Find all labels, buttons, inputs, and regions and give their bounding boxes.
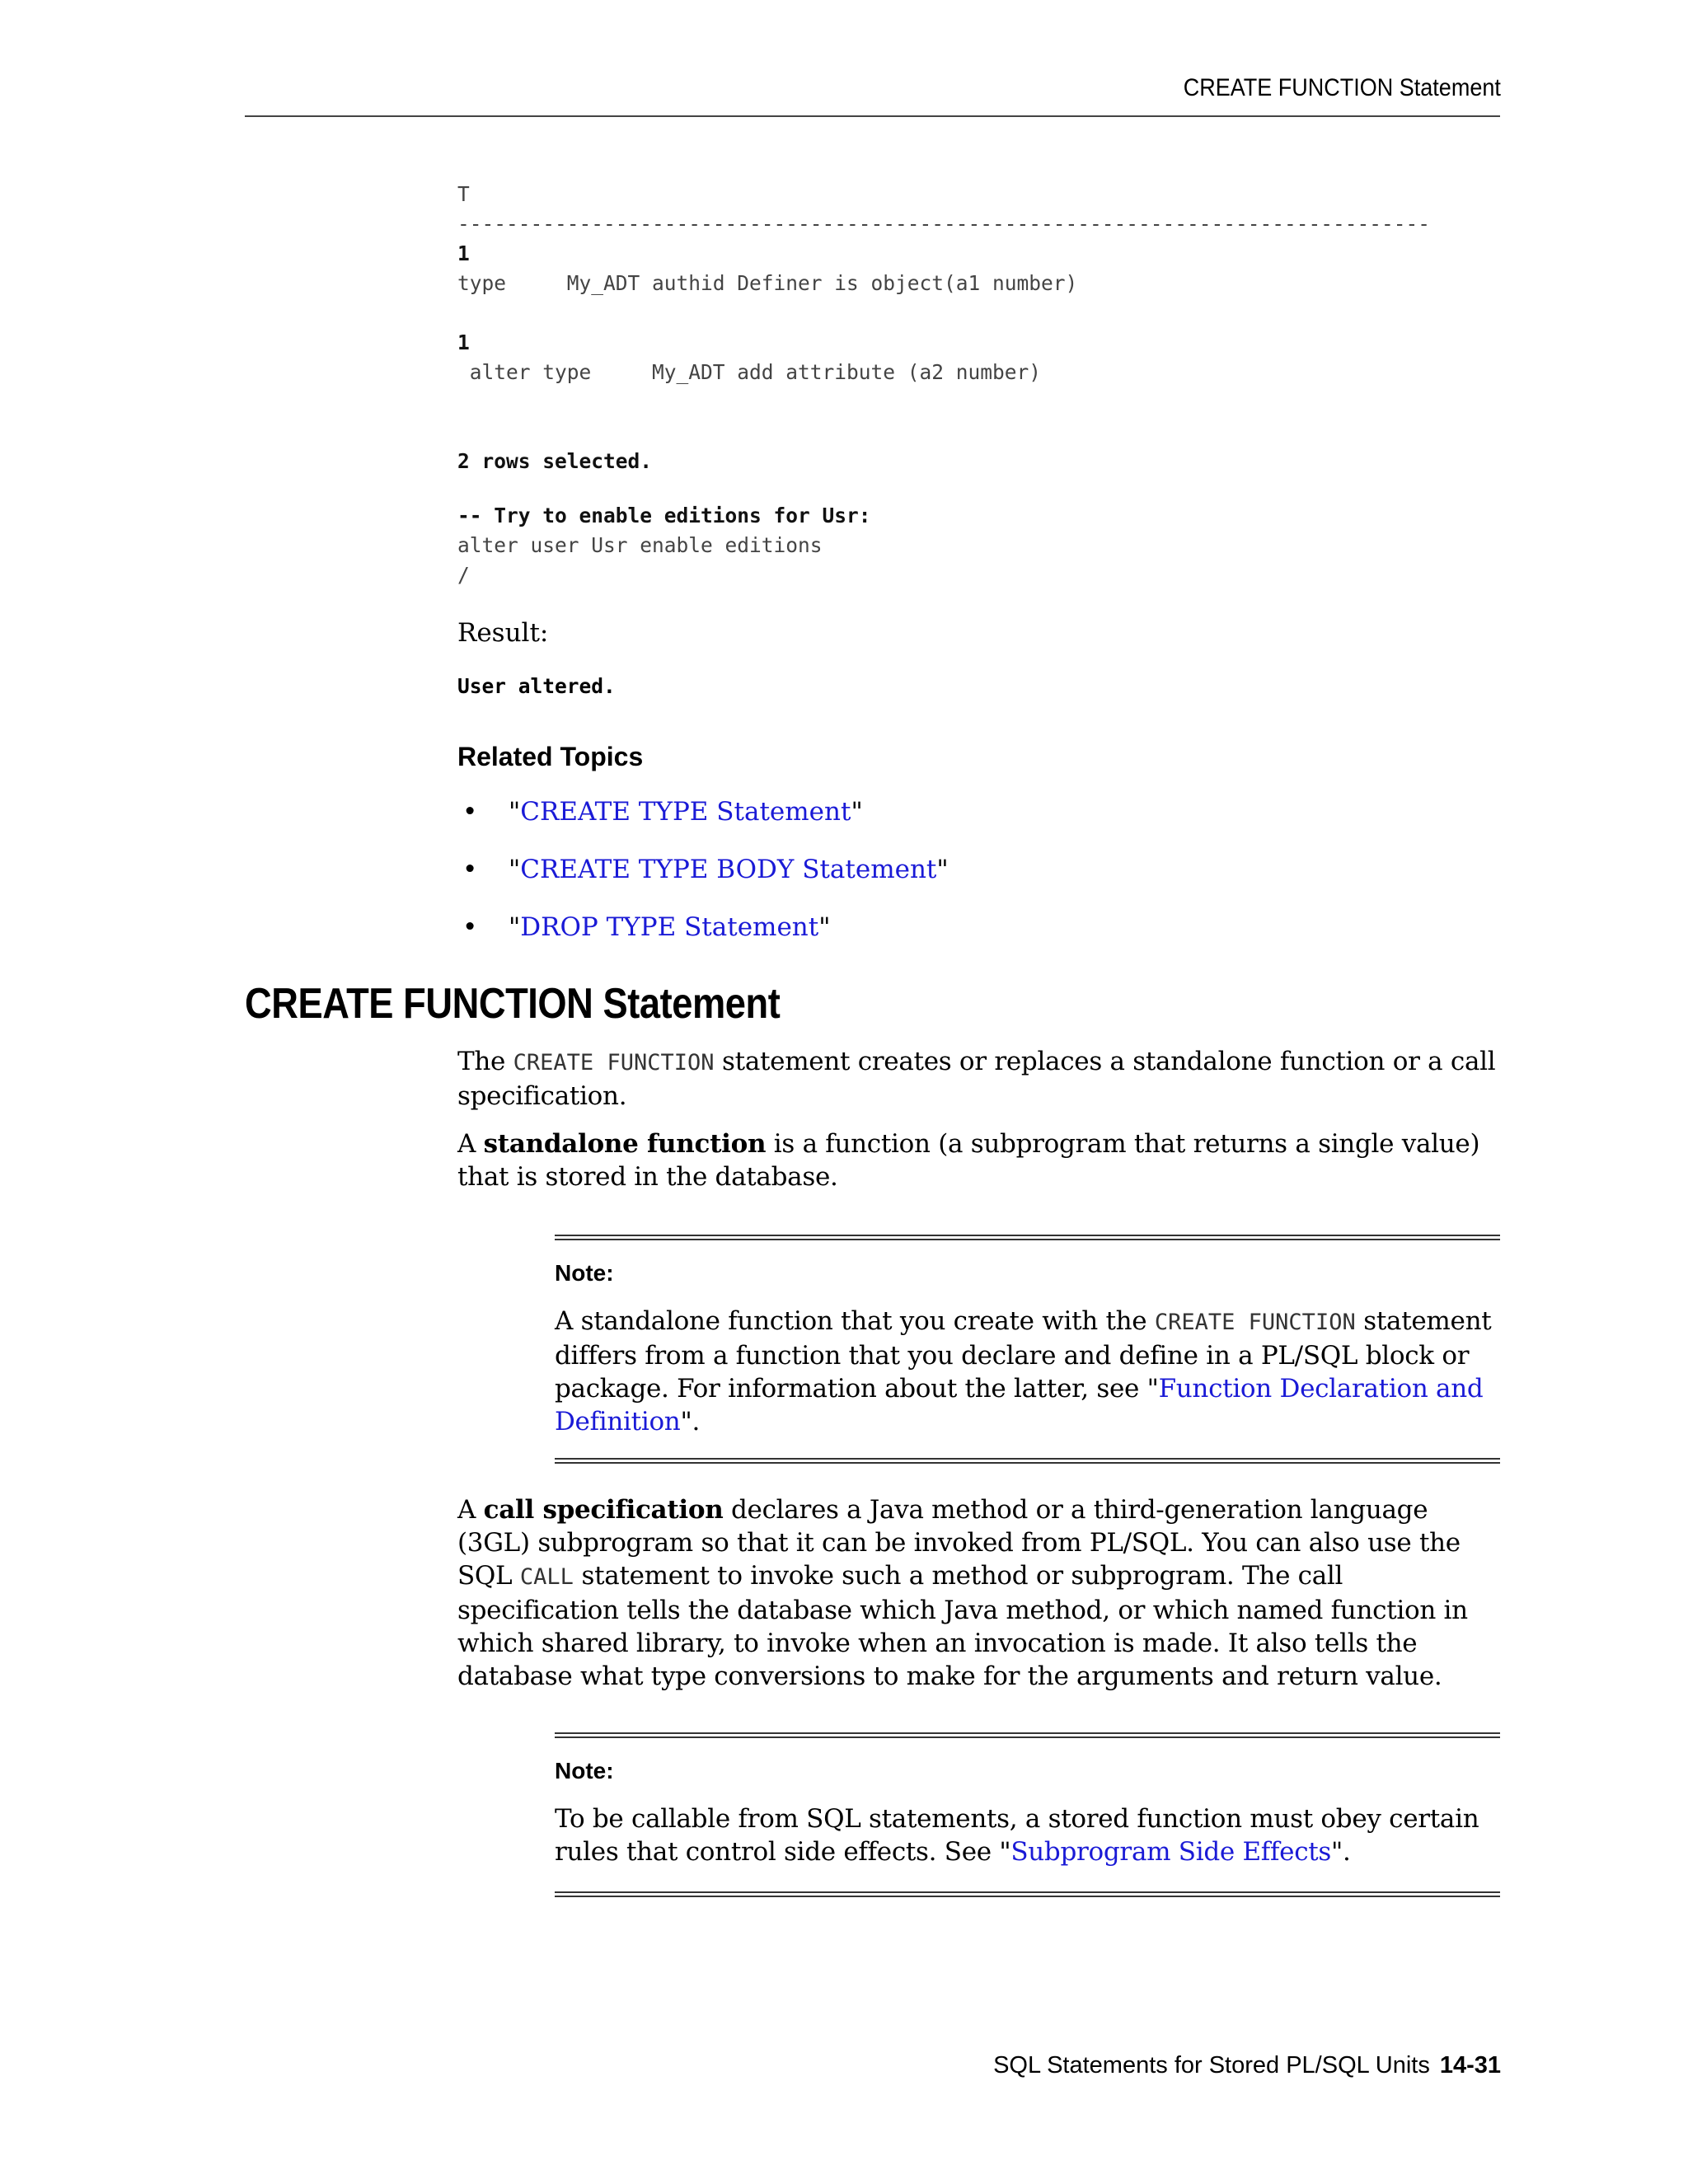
call-spec-paragraph (457, 1493, 1500, 1693)
text: A standalone function that you create with the (555, 1306, 1155, 1336)
enable-editions-code (457, 501, 1500, 590)
quote-close: " (818, 912, 831, 942)
link-create-type-statement[interactable]: CREATE TYPE Statement (520, 797, 851, 827)
note-label: Note: (555, 1260, 614, 1286)
note-top-rule (555, 1235, 1500, 1240)
code-line: T (457, 182, 470, 206)
note-label: Note: (555, 1758, 614, 1783)
note-bottom-rule (555, 1891, 1500, 1897)
note-box (555, 1732, 1500, 1897)
page-footer (993, 2052, 1501, 2079)
header-rule (245, 115, 1500, 117)
code-line: alter user Usr enable editions (457, 533, 823, 557)
text: statement to invoke such a method or subprogram. The call specification tells the database which Java method, or which named function in which shared library, to invoke when an invocation is made. It also tells the database what type conversions to make for the arguments and return value. (457, 1561, 1468, 1691)
link-create-type-body-statement[interactable]: CREATE TYPE BODY Statement (520, 855, 937, 884)
link-drop-type-statement[interactable]: DROP TYPE Statement (520, 912, 819, 942)
code-line: -- Try to enable editions for Usr: (457, 504, 871, 527)
inline-code: CALL (519, 1564, 574, 1590)
standalone-paragraph (457, 1127, 1500, 1193)
bullet-icon: • (462, 912, 478, 942)
note-box (555, 1235, 1500, 1464)
note-bottom-rule (555, 1458, 1500, 1464)
quote-open: " (509, 912, 521, 942)
inline-code: CREATE FUNCTION (1154, 1310, 1356, 1335)
text: A (457, 1129, 484, 1159)
code-output (457, 180, 1500, 476)
note-top-rule (555, 1732, 1500, 1738)
text: ". (680, 1407, 700, 1436)
intro-paragraph (457, 1045, 1500, 1113)
quote-close: " (936, 855, 949, 884)
related-topics-list (457, 795, 949, 968)
enable-editions-block (457, 501, 1500, 590)
book-title: SQL Statements for Stored PL/SQL Units (993, 2052, 1430, 2079)
note-body (555, 1802, 1500, 1868)
code-line: / (457, 563, 470, 587)
quote-open: " (509, 855, 521, 884)
bullet-icon: • (462, 855, 478, 884)
code-line: alter type My_ADT add attribute (a2 number) (457, 360, 1042, 384)
code-line: -------------------------------------------------------------------------------- (457, 212, 1431, 236)
text: is a function (a subprogram that returns a single value) that is stored in the database. (457, 1129, 1480, 1192)
code-line: 2 rows selected. (457, 449, 653, 473)
text: A (457, 1495, 484, 1525)
inline-code: CREATE FUNCTION (513, 1050, 715, 1076)
text: The (457, 1047, 513, 1076)
section-title: CREATE FUNCTION Statement (245, 980, 781, 1028)
result-label: Result: (457, 618, 549, 648)
related-topics-heading: Related Topics (457, 742, 644, 771)
text: ". (1331, 1837, 1351, 1867)
text: To be callable from SQL statements, a stored function must obey certain rules that control side effects. See " (555, 1804, 1479, 1867)
code-line: 1 (457, 241, 470, 265)
query-output-block (457, 180, 1500, 476)
text: declares a Java method or a third-generation language (3GL) subprogram so that it can be invoked from PL/SQL. You can also use the SQL (457, 1495, 1461, 1591)
text: statement creates or replaces a standalone function or a call specification. (457, 1047, 1496, 1111)
quote-close: " (851, 797, 863, 827)
term: standalone function (483, 1129, 767, 1159)
text: statement differs from a function that you declare and define in a PL/SQL block or package. For information about the latter, see " (555, 1306, 1492, 1404)
result-output: User altered. (457, 674, 616, 698)
bullet-icon: • (462, 797, 478, 827)
code-line: 1 (457, 330, 470, 354)
quote-open: " (509, 797, 521, 827)
note-body (555, 1305, 1500, 1438)
list-item (457, 795, 949, 853)
term: call specification (483, 1495, 724, 1525)
running-header: CREATE FUNCTION Statement (1183, 74, 1501, 101)
link-function-declaration[interactable]: Function Declaration and Definition (555, 1374, 1484, 1436)
page-number: 14-31 (1439, 2052, 1501, 2079)
list-item (457, 911, 949, 968)
code-line: type My_ADT authid Definer is object(a1 number) (457, 271, 1078, 295)
link-subprogram-side-effects[interactable]: Subprogram Side Effects (1010, 1837, 1332, 1867)
list-item (457, 853, 949, 911)
